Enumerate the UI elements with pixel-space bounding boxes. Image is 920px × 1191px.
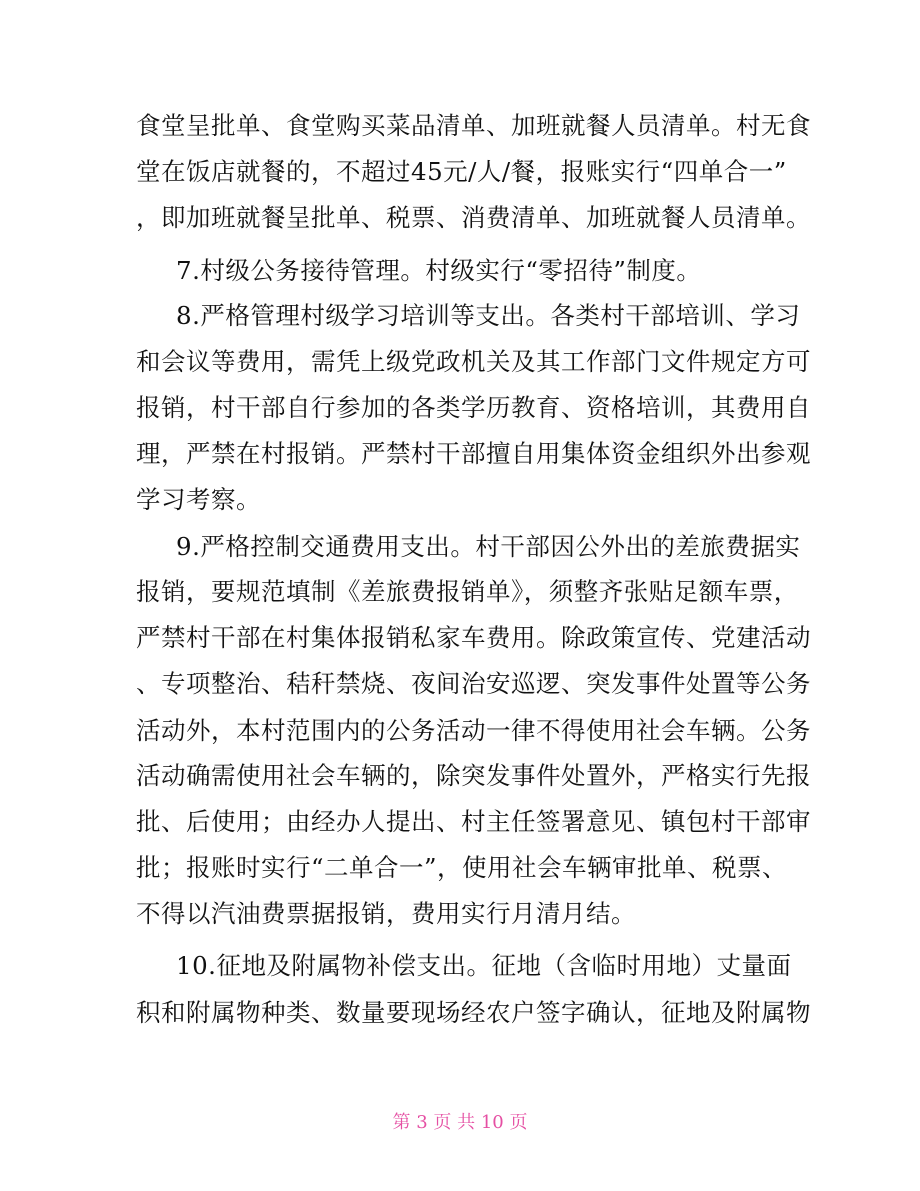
document-line xyxy=(0,103,920,149)
line-text: 报销，村干部自行参加的各类学历教育、资格培训，其费用自 xyxy=(136,393,811,422)
document-line xyxy=(0,385,920,431)
line-text: ，即加班就餐呈批单、税票、消费清单、加班就餐人员清单。 xyxy=(136,203,811,232)
document-line xyxy=(0,477,920,523)
line-text: 食堂呈批单、食堂购买菜品清单、加班就餐人员清单。村无食 xyxy=(136,111,811,140)
line-text: 学习考察。 xyxy=(136,485,261,514)
line-text: 10.征地及附属物补偿支出。征地（含临时用地）丈量面 xyxy=(176,951,792,980)
document-line xyxy=(0,990,920,1036)
document-line xyxy=(0,149,920,195)
page-footer: 第 3 页 共 10 页 xyxy=(392,1112,528,1133)
line-text: 理，严禁在村报销。严禁村干部擅自用集体资金组织外出参观 xyxy=(136,439,811,468)
document-line xyxy=(0,569,920,615)
document-line xyxy=(0,615,920,661)
line-text: 9.严格控制交通费用支出。村干部因公外出的差旅费据实 xyxy=(176,532,801,561)
line-text: 严禁村干部在村集体报销私家车费用。除政策宣传、党建活动 xyxy=(136,623,811,652)
document-line xyxy=(0,431,920,477)
document-line xyxy=(0,524,920,570)
line-text: 、专项整治、秸秆禁烧、夜间治安巡逻、突发事件处置等公务 xyxy=(136,669,811,698)
document-line xyxy=(0,891,920,937)
line-text: 活动确需使用社会车辆的，除突发事件处置外，严格实行先报 xyxy=(136,761,811,790)
document-line xyxy=(0,248,920,294)
document-line xyxy=(0,845,920,891)
document-line xyxy=(0,339,920,385)
document-line xyxy=(0,799,920,845)
line-text: 7.村级公务接待管理。村级实行“零招待”制度。 xyxy=(176,256,702,285)
document-line xyxy=(0,293,920,339)
line-text: 批、后使用；由经办人提出、村主任签署意见、镇包村干部审 xyxy=(136,807,811,836)
line-text: 8.严格管理村级学习培训等支出。各类村干部培训、学习 xyxy=(176,301,801,330)
document-line xyxy=(0,195,920,241)
line-text: 堂在饭店就餐的，不超过45元/人/餐，报账实行“四单合一” xyxy=(136,157,787,186)
line-text: 批；报账时实行“二单合一”，使用社会车辆审批单、税票、 xyxy=(136,853,788,882)
document-line xyxy=(0,753,920,799)
document-line xyxy=(0,708,920,754)
document-line xyxy=(0,943,920,989)
line-text: 不得以汽油费票据报销，费用实行月清月结。 xyxy=(136,899,636,928)
line-text: 和会议等费用，需凭上级党政机关及其工作部门文件规定方可 xyxy=(136,347,811,376)
line-text: 积和附属物种类、数量要现场经农户签字确认，征地及附属物 xyxy=(136,998,811,1027)
line-text: 活动外，本村范围内的公务活动一律不得使用社会车辆。公务 xyxy=(136,716,811,745)
line-text: 报销，要规范填制《差旅费报销单》，须整齐张贴足额车票， xyxy=(136,577,799,606)
document-line xyxy=(0,661,920,707)
